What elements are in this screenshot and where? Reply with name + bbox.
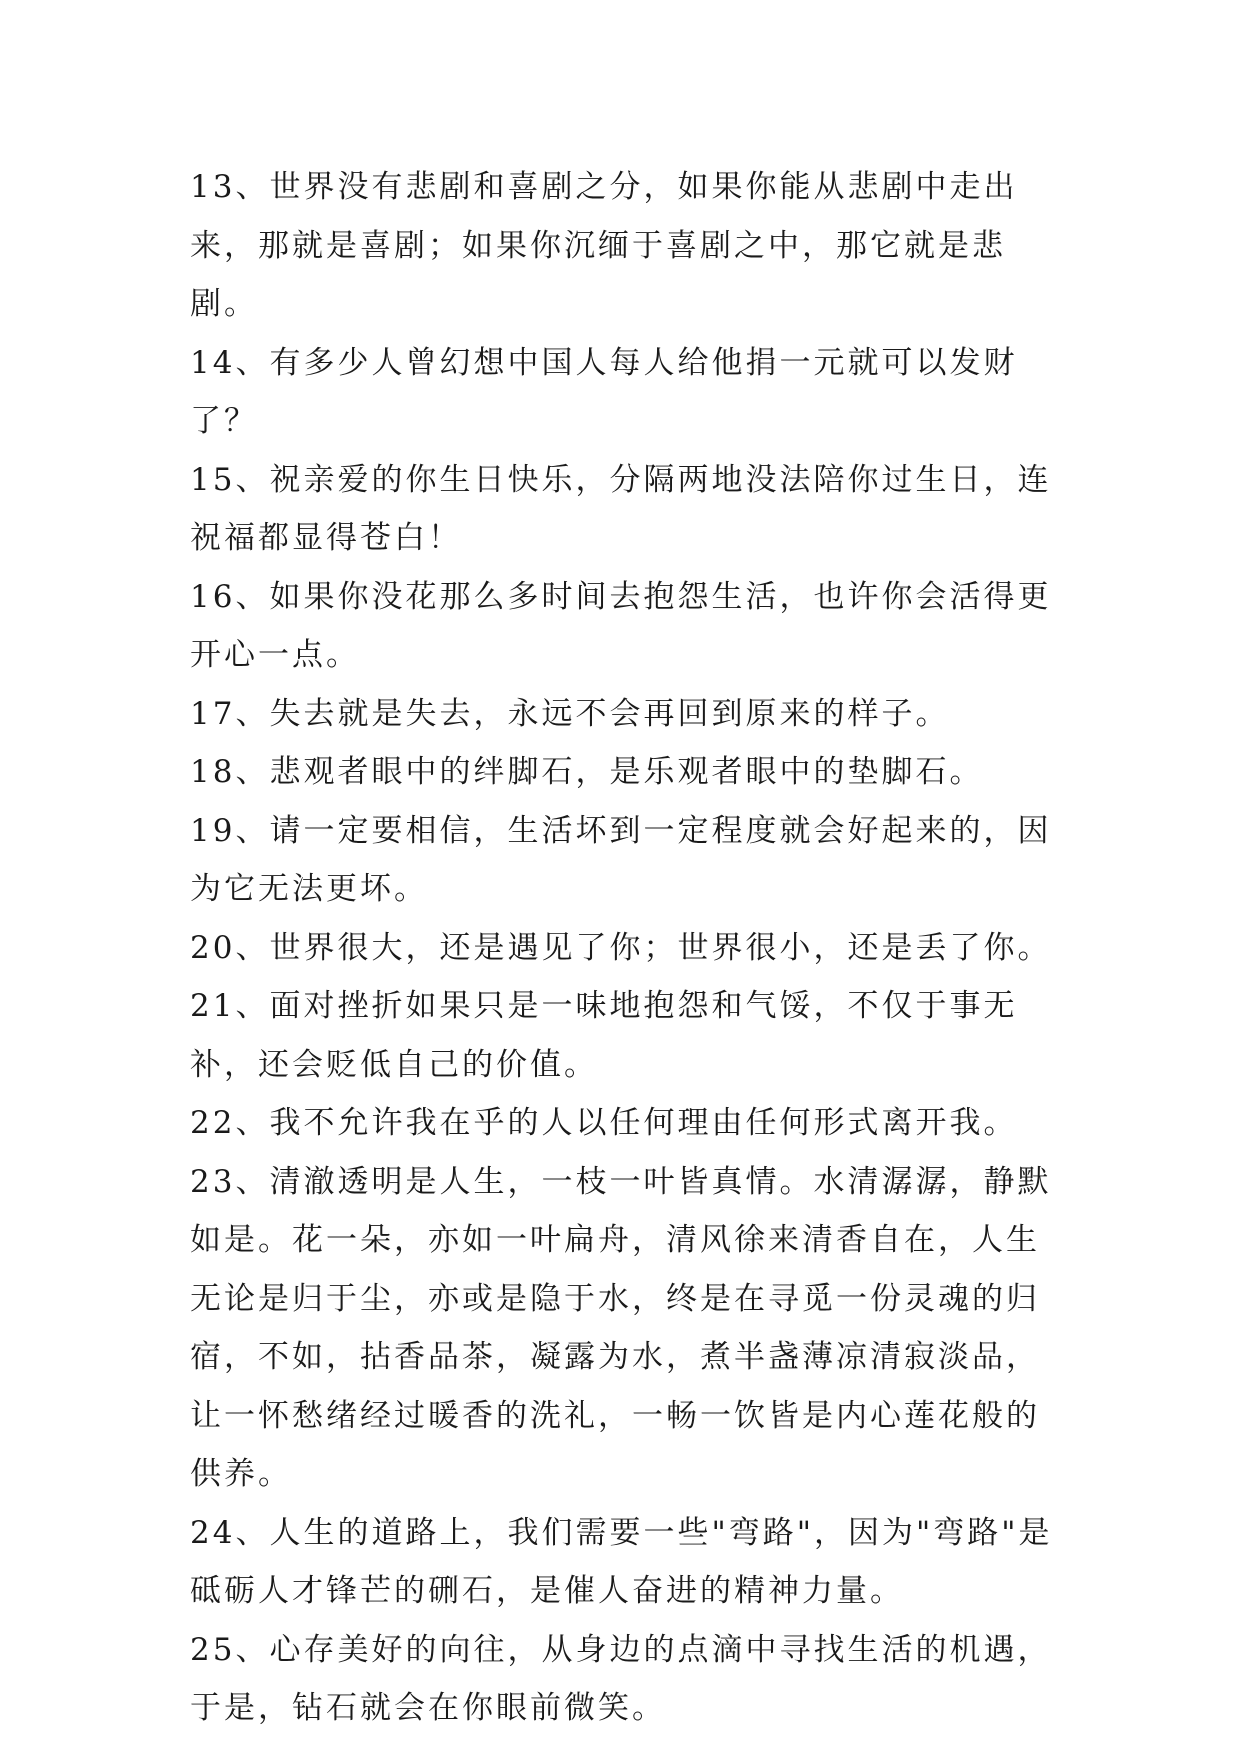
- paragraph-22: 22、我不允许我在乎的人以任何理由任何形式离开我。: [190, 1105, 1018, 1141]
- paragraph-15: 15、祝亲爱的你生日快乐，分隔两地没法陪你过生日，连祝福都显得苍白！: [190, 461, 1052, 556]
- paragraph-20: 20、世界很大，还是遇见了你；世界很小，还是丢了你。: [190, 929, 1052, 966]
- paragraph-23: 23、清澈透明是人生，一枝一叶皆真情。水清潺潺，静默如是。花一朵，亦如一叶扁舟，清风徐来清香自在，人生无论是归于尘，亦或是隐于水，终是在寻觅一份灵魂的归宿，不如，拈香品茶，凝露为水，煮半盏薄凉清寂淡品，让一怀愁绪经过暖香的洗礼，一畅一饮皆是内心莲花般的供养。: [190, 1163, 1052, 1492]
- document-body: [190, 158, 1070, 1738]
- paragraph-25: 25、心存美好的向往，从身边的点滴中寻找生活的机遇，于是，钻石就会在你眼前微笑。: [190, 1631, 1052, 1726]
- paragraph-14: 14、有多少人曾幻想中国人每人给他捐一元就可以发财了？: [190, 344, 1018, 439]
- paragraph-19: 19、请一定要相信，生活坏到一定程度就会好起来的，因为它无法更坏。: [190, 812, 1052, 907]
- paragraph-24: 24、人生的道路上，我们需要一些"弯路"，因为"弯路"是砥砺人才锋芒的硎石，是催人奋进的精神力量。: [190, 1514, 1053, 1609]
- paragraph-13: 13、世界没有悲剧和喜剧之分，如果你能从悲剧中走出来，那就是喜剧；如果你沉缅于喜剧之中，那它就是悲剧。: [190, 169, 1018, 322]
- paragraph-17: 17、失去就是失去，永远不会再回到原来的样子。: [190, 695, 950, 732]
- paragraph-21: 21、面对挫折如果只是一味地抱怨和气馁，不仅于事无补，还会贬低自己的价值。: [190, 988, 1018, 1083]
- paragraph-18: 18、悲观者眼中的绊脚石，是乐观者眼中的垫脚石。: [190, 754, 984, 790]
- paragraph-16: 16、如果你没花那么多时间去抱怨生活，也许你会活得更开心一点。: [190, 578, 1052, 673]
